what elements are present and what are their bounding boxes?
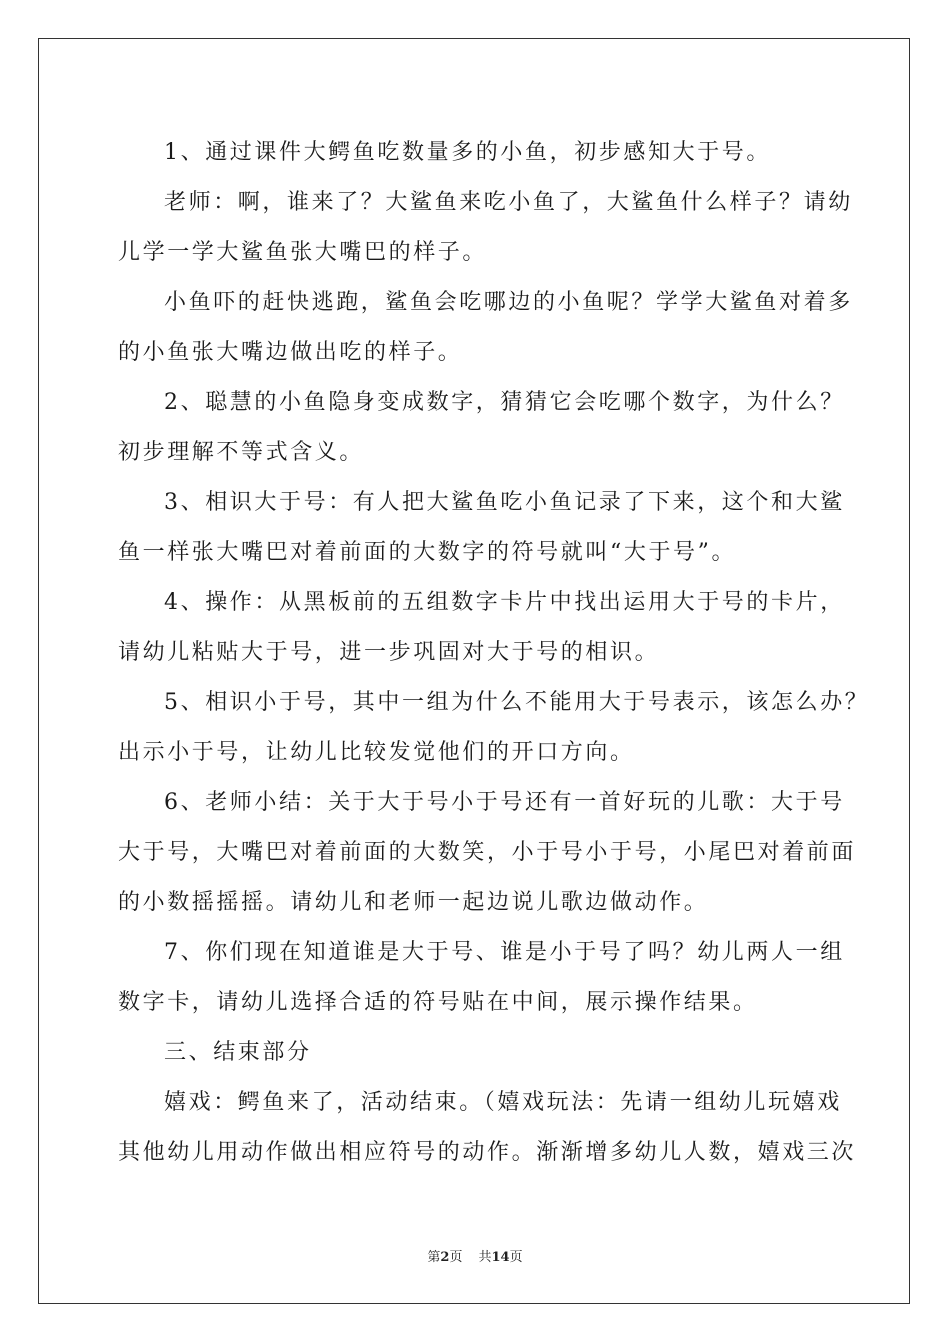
paragraph-line: 其他幼儿用动作做出相应符号的动作。渐渐增多幼儿人数，嬉戏三次 bbox=[118, 1140, 857, 1165]
document-body bbox=[118, 128, 870, 1178]
paragraph-line: 的小鱼张大嘴边做出吃的样子。 bbox=[118, 340, 463, 365]
paragraph-line: 初步理解不等式含义。 bbox=[118, 440, 365, 465]
page-prefix: 第 bbox=[427, 1250, 441, 1265]
paragraph-line: 数字卡，请幼儿选择合适的符号贴在中间，展示操作结果。 bbox=[118, 990, 758, 1015]
total-pages-indicator bbox=[478, 1250, 522, 1265]
paragraph-line: 7、你们现在知道谁是大于号、谁是小于号了吗？幼儿两人一组 bbox=[164, 940, 845, 965]
paragraph-line: 嬉戏：鳄鱼来了，活动结束。（嬉戏玩法：先请一组幼儿玩嬉戏 bbox=[164, 1090, 842, 1115]
paragraph-line: 老师：啊，谁来了？大鲨鱼来吃小鱼了，大鲨鱼什么样子？请幼 bbox=[164, 190, 853, 215]
paragraph-line: 3、相识大于号：有人把大鲨鱼吃小鱼记录了下来，这个和大鲨 bbox=[164, 490, 845, 515]
total-suffix: 页 bbox=[509, 1250, 523, 1265]
paragraph-line: 5、相识小于号，其中一组为什么不能用大于号表示，该怎么办？ bbox=[164, 690, 870, 715]
page-indicator bbox=[427, 1250, 462, 1265]
paragraph-line: 的小数摇摇摇。请幼儿和老师一起边说儿歌边做动作。 bbox=[118, 890, 709, 915]
paragraph-line: 鱼一样张大嘴巴对着前面的大数字的符号就叫“大于号”。 bbox=[118, 540, 737, 565]
page-footer bbox=[0, 1246, 950, 1265]
paragraph-line: 请幼儿粘贴大于号，进一步巩固对大于号的相识。 bbox=[118, 640, 660, 665]
paragraph-line: 大于号，大嘴巴对着前面的大数笑，小于号小于号，小尾巴对着前面 bbox=[118, 840, 857, 865]
page-number: 2 bbox=[440, 1250, 450, 1265]
total-pages: 14 bbox=[491, 1250, 510, 1265]
paragraph-line: 2、聪慧的小鱼隐身变成数字，猜猜它会吃哪个数字，为什么？ bbox=[164, 390, 845, 415]
paragraph-line: 出示小于号，让幼儿比较发觉他们的开口方向。 bbox=[118, 740, 635, 765]
total-prefix: 共 bbox=[478, 1250, 492, 1265]
paragraph-line: 6、老师小结：关于大于号小于号还有一首好玩的儿歌：大于号 bbox=[164, 790, 845, 815]
paragraph-line: 小鱼吓的赶快逃跑，鲨鱼会吃哪边的小鱼呢？学学大鲨鱼对着多 bbox=[164, 290, 853, 315]
paragraph-line: 4、操作：从黑板前的五组数字卡片中找出运用大于号的卡片， bbox=[164, 590, 845, 615]
paragraph-line: 1、通过课件大鳄鱼吃数量多的小鱼，初步感知大于号。 bbox=[164, 140, 771, 165]
paragraph-line: 儿学一学大鲨鱼张大嘴巴的样子。 bbox=[118, 240, 488, 265]
section-heading: 三、结束部分 bbox=[164, 1040, 312, 1065]
page-suffix: 页 bbox=[449, 1250, 463, 1265]
